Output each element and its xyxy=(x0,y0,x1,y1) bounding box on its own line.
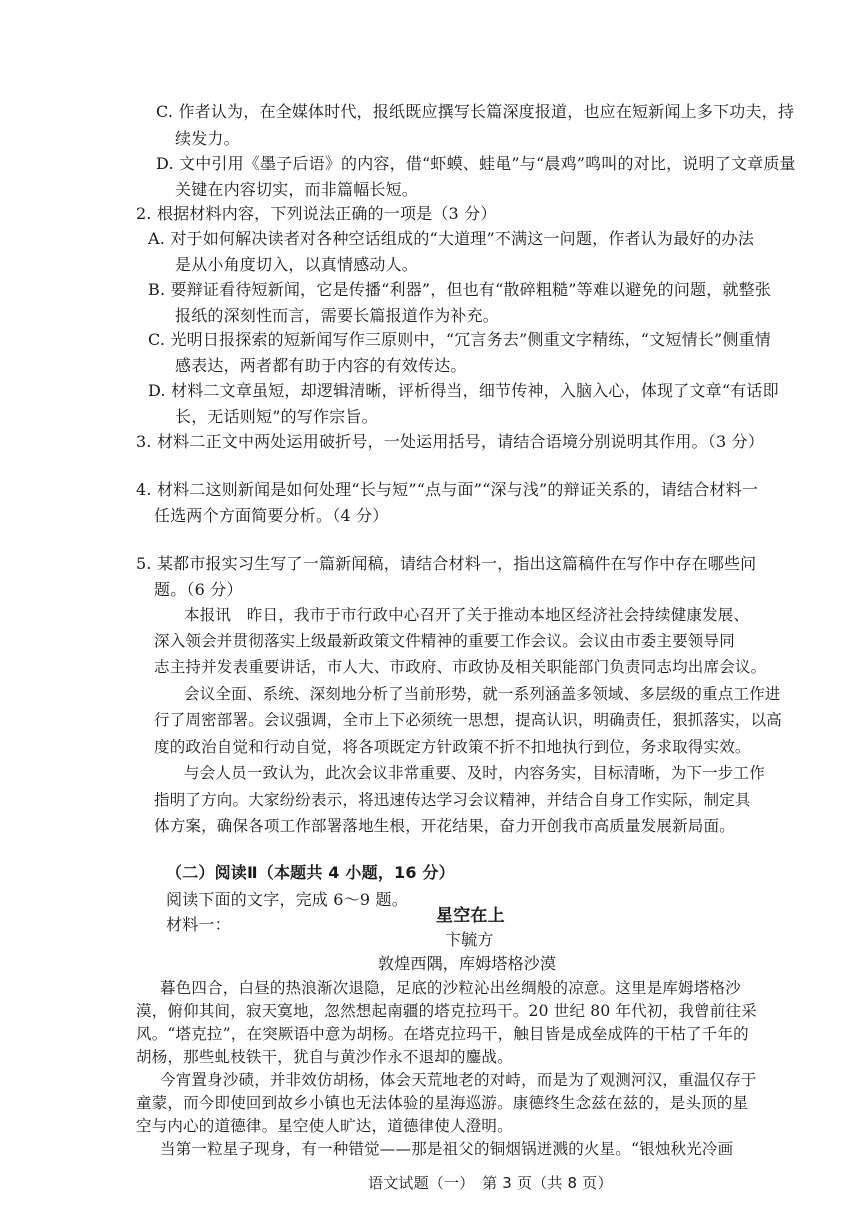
news-draft-p1-line3: 志主持并发表重要讲话，市人大、市政府、市政协及相关职能部门负责同志均出席会议。 xyxy=(154,658,767,676)
option-d-line2: 关键在内容切实，而非篇幅长短。 xyxy=(175,180,419,199)
article-p1-line4: 胡杨，那些虬枝铁干，犹自与黄沙作永不退却的鏖战。 xyxy=(136,1048,513,1066)
news-draft-p1-line2: 深入领会并贯彻落实上级最新政策文件精神的重要工作会议。会议由市委主要领导同 xyxy=(154,632,735,650)
news-draft-p2-line1: 会议全面、系统、深刻地分析了当前形势，就一系列涵盖多领域、多层级的重点工作进 xyxy=(184,685,781,703)
q2-option-a-line1: A. 对于如何解决读者对各种空话组成的“大道理”不满这一问题，作者认为最好的办法 xyxy=(148,229,755,248)
question-5-line1: 5. 某都市报实习生写了一篇新闻稿，请结合材料一，指出这篇稿件在写作中存在哪些问 xyxy=(136,554,757,573)
q2-option-d-line1: D. 材料二文章虽短，却逻辑清晰，评析得当，细节传神，入脑入心，体现了文章“有话即 xyxy=(148,381,779,400)
article-p1-line2: 漠，俯仰其间，寂天寞地，忽然想起南疆的塔克拉玛干。20 世纪 80 年代初，我曾前往采 xyxy=(136,1002,757,1020)
question-3: 3. 材料二正文中两处运用破折号，一处运用括号，请结合语境分别说明其作用。（3 分） xyxy=(136,432,765,451)
page-footer: 语文试题（一） 第 3 页（共 8 页） xyxy=(368,1174,613,1192)
news-draft-p2-line2: 行了周密部署。会议强调，全市上下必须统一思想，提高认识，明确责任，狠抓落实，以高 xyxy=(154,711,783,729)
article-author: 卞毓方 xyxy=(445,930,494,949)
news-draft-p1-line1: 本报讯 昨日，我市于市行政中心召开了关于推动本地区经济社会持续健康发展、 xyxy=(184,606,750,624)
article-p3-line1: 当第一粒星子现身，有一种错觉——那是祖父的铜烟锅迸溅的火星。“银烛秋光冷画 xyxy=(160,1140,734,1158)
question-2: 2. 根据材料内容，下列说法正确的一项是（3 分） xyxy=(136,204,497,223)
q2-option-c-line2: 感表达，两者都有助于内容的有效传达。 xyxy=(175,356,467,375)
q2-option-b-line1: B. 要辩证看待短新闻，它是传播“利器”，但也有“散碎粗糙”等难以避免的问题，就整张 xyxy=(148,280,772,299)
question-5-line2: 题。（6 分） xyxy=(154,580,243,599)
section-heading: （二）阅读Ⅱ（本题共 4 小题，16 分） xyxy=(166,863,455,882)
option-c-line2: 续发力。 xyxy=(175,129,240,148)
option-d-line1: D. 文中引用《墨子后语》的内容，借“虾蟆、蛙黾”与“晨鸡”鸣叫的对比，说明了文章质量 xyxy=(156,154,796,173)
news-draft-p3-line2: 指明了方向。大家纷纷表示，将迅速传达学习会议精神，并结合自身工作实际，制定具 xyxy=(154,791,751,809)
q2-option-d-line2: 长，无话则短”的写作宗旨。 xyxy=(175,407,378,426)
section-instruction: 阅读下面的文字，完成 6～9 题。 xyxy=(166,890,408,909)
article-p1-line3: 风。“塔克拉”，在突厥语中意为胡杨。在塔克拉玛干，触目皆是成垒成阵的干枯了千年的 xyxy=(136,1025,749,1043)
article-subtitle: 敦煌西隅，库姆塔格沙漠 xyxy=(378,954,557,973)
q2-option-b-line2: 报纸的深刻性而言，需要长篇报道作为补充。 xyxy=(175,306,500,325)
article-p2-line1: 今宵置身沙碛，并非效仿胡杨，体会天荒地老的对峙，而是为了观测河汉，重温仅存于 xyxy=(160,1071,757,1089)
article-p1-line1: 暮色四合，白昼的热浪渐次退隐，足底的沙粒沁出丝绸般的凉意。这里是库姆塔格沙 xyxy=(160,979,741,997)
question-4-line1: 4. 材料二这则新闻是如何处理“长与短”“点与面”“深与浅”的辩证关系的，请结合材料一 xyxy=(136,480,759,499)
article-p2-line3: 空与内心的道德律。星空使人旷达，道德律使人澄明。 xyxy=(136,1117,513,1135)
question-4-line2: 任选两个方面简要分析。（4 分） xyxy=(154,506,389,525)
article-title: 星空在上 xyxy=(436,906,505,926)
q2-option-a-line2: 是从小角度切入，以真情感动人。 xyxy=(175,255,419,274)
article-p2-line2: 童蒙，而今即使回到故乡小镇也无法体验的星海巡游。康德终生念兹在兹的，是头顶的星 xyxy=(136,1094,749,1112)
option-c-line1: C. 作者认为，在全媒体时代，报纸既应撰写长篇深度报道，也应在短新闻上多下功夫，持 xyxy=(156,102,795,121)
news-draft-p3-line1: 与会人员一致认为，此次会议非常重要、及时，内容务实，目标清晰，为下一步工作 xyxy=(184,764,765,782)
q2-option-c-line1: C. 光明日报探索的短新闻写作三原则中，“冗言务去”侧重文字精练，“文短情长”侧重情 xyxy=(148,330,771,349)
material-one-label: 材料一： xyxy=(166,915,231,934)
news-draft-p3-line3: 体方案，确保各项工作部署落地生根，开花结果，奋力开创我市高质量发展新局面。 xyxy=(154,817,735,835)
news-draft-p2-line3: 度的政治自觉和行动自觉，将各项既定方针政策不折不扣地执行到位，务求取得实效。 xyxy=(154,738,751,756)
